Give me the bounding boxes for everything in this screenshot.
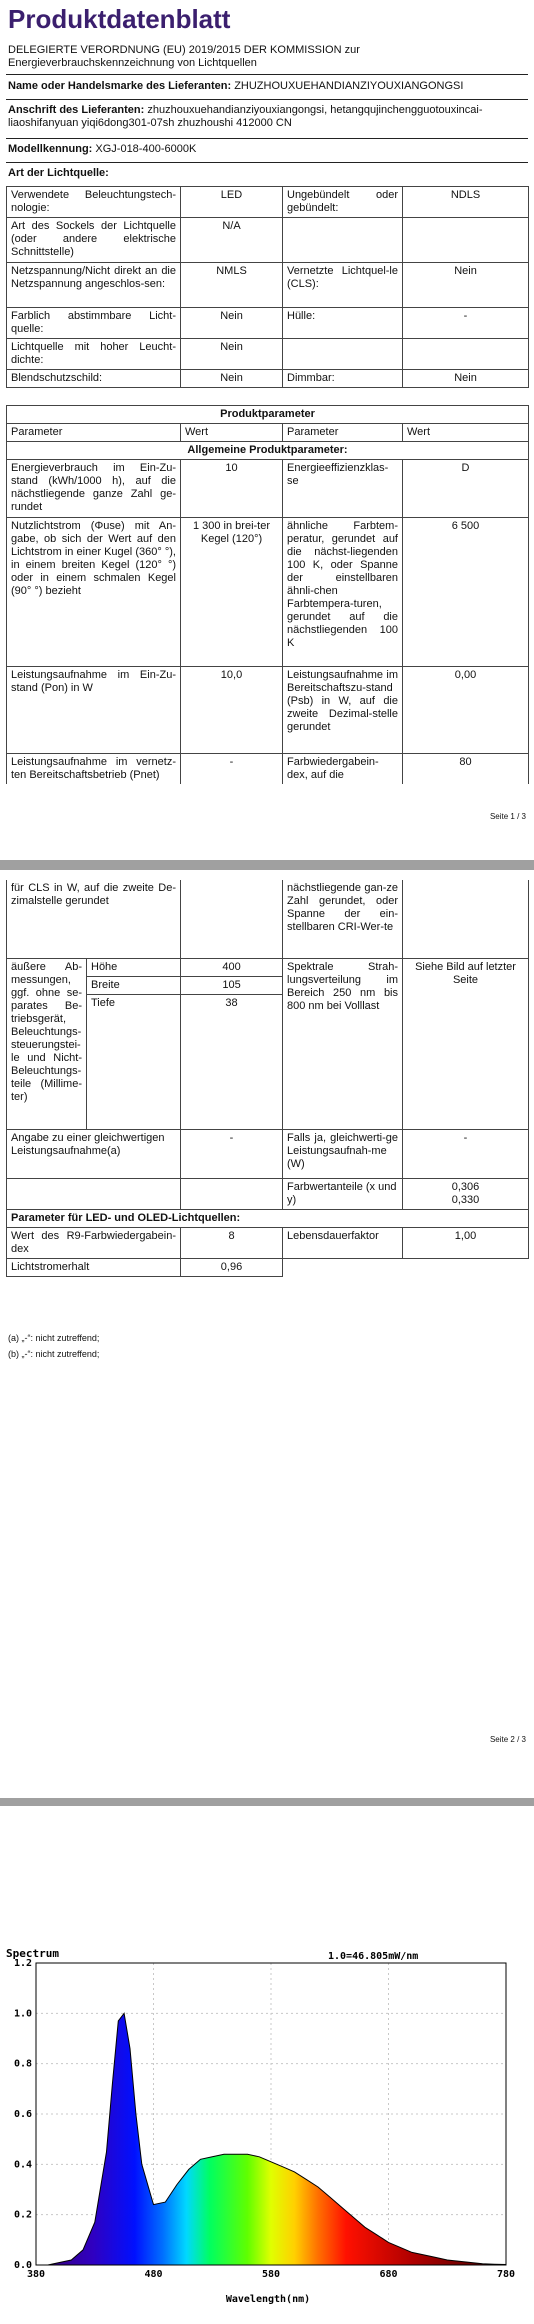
cell-label: Leistungsaufnahme im Bereitschaftszu-stand (Psb) in W, auf die zweite Dezimal-stelle gerundet [283,667,403,754]
supplier-name-label: Name oder Handelsmarke des Lieferanten: [8,80,232,92]
cell-value: - [181,1130,283,1179]
y-value: 0,330 [451,1194,480,1206]
cell-value: 0,96 [181,1259,283,1277]
cell-empty [403,339,529,370]
cell-label: äußere Ab-messungen, ggf. ohne se-parates Be-triebsgerät, Beleuchtungs-steuerungstei-le und Nicht-Beleuchtungs-teile (Millime-ter) [7,959,87,1130]
dimension-label: Höhe [87,959,180,977]
params-table-continued [6,880,529,1277]
page-separator [0,860,534,870]
address-row [8,104,528,130]
page-number: Seite 1 / 3 [489,812,526,821]
cell-label: Netzspannung/Nicht direkt an die Netzspannung angeschlos-sen: [7,263,181,308]
supplier-name-row [8,80,528,93]
cell-empty [283,218,403,263]
cell-value: Nein [403,263,529,308]
cell-label: Ungebündelt oder gebündelt: [283,187,403,218]
cell-value: Nein [181,339,283,370]
page-1 [0,0,534,868]
table-row [7,518,529,667]
section-title: Allgemeine Produktparameter: [7,442,529,460]
cell-value: 10 [181,460,283,518]
cell-value: NDLS [403,187,529,218]
cell-label: Blendschutzschild: [7,370,181,388]
cell-empty [7,1179,181,1210]
table-row [7,1228,529,1259]
page-separator [0,1798,534,1806]
cell-label: Farbwiedergabein-dex, auf die [283,754,403,785]
cell-label: Lichtstromerhalt [7,1259,181,1277]
cell-value: - [181,754,283,785]
column-header: Parameter [7,424,181,442]
cell-value: 8 [181,1228,283,1259]
divider [6,74,528,75]
address-label: Anschrift des Lieferanten: [8,104,145,116]
cell-label: Energieeffizienzklas-se [283,460,403,518]
table-row [7,218,529,263]
cell-label: Falls ja, gleichwerti-ge Leistungsaufnah-me (W) [283,1130,403,1179]
cell-value: Nein [181,308,283,339]
cell-value [403,1179,529,1210]
table-row [7,667,529,754]
model-value: XGJ-018-400-6000K [95,143,197,155]
x-axis-label: Wavelength(nm) [225,2294,311,2305]
cell-label: Dimmbar: [283,370,403,388]
table-row [7,1259,529,1277]
cell-value: 10,0 [181,667,283,754]
address-line1: zhuzhouxuehandianziyouxiangongsi, hetangqujinchengguotouxincai- [147,104,483,116]
divider [6,162,528,163]
spectrum-svg [0,1945,534,2321]
cell-empty [283,339,403,370]
supplier-name: ZHUZHOUXUEHANDIANZIYOUXIANGONGSI [234,80,464,92]
dimension-label: Breite [87,977,180,995]
footnote-a: (a) „-“: nicht zutreffend; [8,1333,100,1343]
cell-empty [403,880,529,959]
cell-label: Leistungsaufnahme im vernetz-ten Bereitschaftsbetrieb (Pnet) [7,754,181,785]
chart-title: Spectrum [6,1947,59,1960]
table-row [7,754,529,785]
table-row [7,880,529,959]
x-tick-label: 380 [26,2269,46,2280]
cell-value: - [403,308,529,339]
x-value: 0,306 [451,1181,480,1193]
cell-value: D [403,460,529,518]
cell-label: Farbwertanteile (x und y) [283,1179,403,1210]
divider [6,138,528,139]
divider [6,99,528,100]
cell-value: 1,00 [403,1228,529,1259]
cell-value: 1 300 in brei-ter Kegel (120°) [181,518,283,667]
table-row [7,442,529,460]
cell-empty [283,1259,403,1277]
cell-label: Wert des R9-Farbwiedergabein-dex [7,1228,181,1259]
regulation-text: DELEGIERTE VERORDNUNG (EU) 2019/2015 DER KOMMISSION zur Energieverbrauchskennzeichnung von Lichtquellen [8,44,360,69]
cell-value: 0,00 [403,667,529,754]
dimensions-labels [87,959,181,1130]
cell-label: Nutzlichtstrom (Φuse) mit An-gabe, ob sich der Wert auf den Lichtstrom in einer Kugel (360° °), in einem breiten Kegel (120° °) oder in einem schmalen Kegel (90° °) bezieht [7,518,181,667]
cell-value: 6 500 [403,518,529,667]
cell-empty [181,1179,283,1210]
cell-empty [403,1259,529,1277]
table-row [7,263,529,308]
cell-label: Lebensdauerfaktor [283,1228,403,1259]
table-row [7,406,529,424]
dimension-label: Tiefe [91,997,116,1009]
product-params-table [6,405,529,784]
y-tick-label: 0.8 [13,2058,32,2070]
page-title: Produktdatenblatt [8,4,231,34]
column-header: Wert [403,424,529,442]
cell-label: Spektrale Strah-lungsverteilung im Bereich 250 nm bis 800 nm bei Volllast [283,959,403,1130]
table-row [7,370,529,388]
y-tick-label: 1.2 [13,1958,32,1969]
cell-empty [403,218,529,263]
cell-value: Nein [403,370,529,388]
section-title: Produktparameter [7,406,529,424]
light-type-label: Art der Lichtquelle: [8,167,109,179]
table-header-row [7,424,529,442]
dimensions-values [181,959,283,1130]
spectrum-chart [0,1945,534,2321]
address-line2: liaoshifanyuan yiqi6dong301-07sh zhuzhoushi 412000 CN [8,117,292,129]
table-row [7,1210,529,1228]
cell-value: NMLS [181,263,283,308]
column-header: Wert [181,424,283,442]
dimension-value: 105 [181,977,282,995]
footnote-b: (b) „-“: nicht zutreffend; [8,1349,100,1359]
cell-label: Lichtquelle mit hoher Leucht-dichte: [7,339,181,370]
cell-value: N/A [181,218,283,263]
column-header: Parameter [283,424,403,442]
table-row [7,1179,529,1210]
dimension-value: 400 [181,959,282,977]
cell-label: Farblich abstimmbare Licht-quelle: [7,308,181,339]
x-tick-label: 580 [261,2269,281,2280]
cell-value: Siehe Bild auf letzter Seite [403,959,529,1130]
table-row [7,308,529,339]
section-title: Parameter für LED- und OLED-Lichtquellen: [7,1210,529,1228]
table-row [7,187,529,218]
page-number: Seite 2 / 3 [489,1735,526,1744]
cell-label: Leistungsaufnahme im Ein-Zu-stand (Pon) in W [7,667,181,754]
cell-empty [181,880,283,959]
table-row [7,460,529,518]
cell-value: 80 [403,754,529,785]
cell-label: Vernetzte Lichtquel-le (CLS): [283,263,403,308]
x-tick-label: 680 [379,2269,398,2280]
x-tick-label: 480 [144,2269,163,2280]
table-row [7,1130,529,1179]
cell-label: für CLS in W, auf die zweite De-zimalstelle gerundet [7,880,181,959]
page-2 [0,880,534,1800]
cell-label: Verwendete Beleuchtungstech-nologie: [7,187,181,218]
y-tick-label: 0.0 [13,2260,32,2271]
model-row [8,143,528,156]
table-row [7,959,529,1130]
model-label: Modellkennung: [8,143,93,155]
y-tick-label: 0.2 [13,2209,32,2221]
cell-label: ähnliche Farbtem-peratur, gerundet auf die nächst-liegenden 100 K, oder Spanne der einstellbaren ähnli-chen Farbtempera-turen, gerundet auf die nächstliegenden 100 K [283,518,403,667]
x-tick-label: 780 [496,2269,516,2280]
dimension-value: 38 [225,997,238,1009]
light-source-table [6,186,529,388]
cell-value: LED [181,187,283,218]
cell-label: Angabe zu einer gleichwertigen Leistungsaufnahme(a) [7,1130,181,1179]
y-tick-label: 1.0 [13,2008,32,2020]
cell-label: Art des Sockels der Lichtquelle (oder andere elektrische Schnittstelle) [7,218,181,263]
cell-label: nächstliegende gan-ze Zahl gerundet, oder Spanne der ein-stellbaren CRI-Wer-te [283,880,403,959]
cell-value: - [403,1130,529,1179]
y-tick-label: 0.4 [13,2159,32,2171]
cell-label: Hülle: [283,308,403,339]
table-row [7,339,529,370]
chart-annotation: 1.0=46.805mW/nm [328,1951,419,1962]
y-tick-label: 0.6 [13,2109,32,2120]
cell-label: Energieverbrauch im Ein-Zu-stand (kWh/1000 h), auf die nächstliegende ganze Zahl ge-rundet [7,460,181,518]
cell-value: Nein [181,370,283,388]
